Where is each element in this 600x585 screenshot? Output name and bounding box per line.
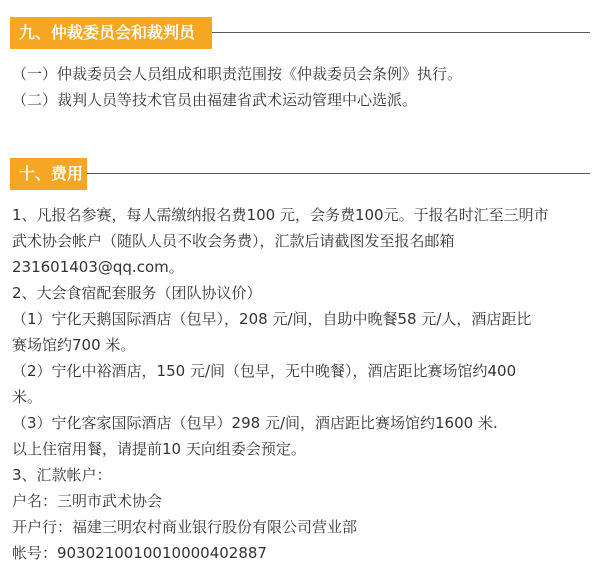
section-nine-line: （一）仲裁委员会人员组成和职责范围按《仲裁委员会条例》执行。 xyxy=(12,65,463,83)
section-ten-divider xyxy=(10,173,590,174)
hotel-line: （3）宁化客家国际酒店（包早）298 元/间，酒店距比赛场馆约1600 米. xyxy=(12,414,498,432)
section-nine-title: 九、仲裁委员会和裁判员 xyxy=(10,17,212,49)
fee-line: 1、凡报名参赛，每人需缴纳报名费100 元，会务费100元。于报名时汇至三明市 xyxy=(12,206,549,224)
section-ten-title: 十、费用 xyxy=(10,158,87,190)
hotel-line: 米。 xyxy=(12,388,43,406)
section-ten-body xyxy=(12,202,588,566)
account-number: 帐号：9030210010010000402887 xyxy=(12,544,267,562)
section-ten-header xyxy=(10,158,590,190)
email-line: 231601403@qq.com。 xyxy=(12,258,184,276)
section-nine-line: （二）裁判人员等技术官员由福建省武术运动管理中心选派。 xyxy=(12,91,418,109)
booking-note: 以上住宿用餐，请提前10 天向组委会预定。 xyxy=(12,440,306,458)
account-name: 户名：三明市武术协会 xyxy=(12,492,163,510)
remittance-heading: 3、汇款帐户： xyxy=(12,466,112,484)
section-nine-header xyxy=(10,17,590,49)
hotel-line: 赛场馆约700 米。 xyxy=(12,336,136,354)
account-bank: 开户行：福建三明农村商业银行股份有限公司营业部 xyxy=(12,518,358,536)
accommodation-heading: 2、大会食宿配套服务（团队协议价） xyxy=(12,284,262,302)
hotel-line: （2）宁化中裕酒店，150 元/间（包早，无中晚餐），酒店距比赛场馆约400 xyxy=(12,362,517,380)
section-nine-body xyxy=(12,61,588,113)
hotel-line: （1）宁化天鹅国际酒店（包早），208 元/间，自助中晚餐58 元/人，酒店距比 xyxy=(12,310,532,328)
fee-line: 武术协会帐户（随队人员不收会务费），汇款后请截图发至报名邮箱 xyxy=(12,232,455,250)
